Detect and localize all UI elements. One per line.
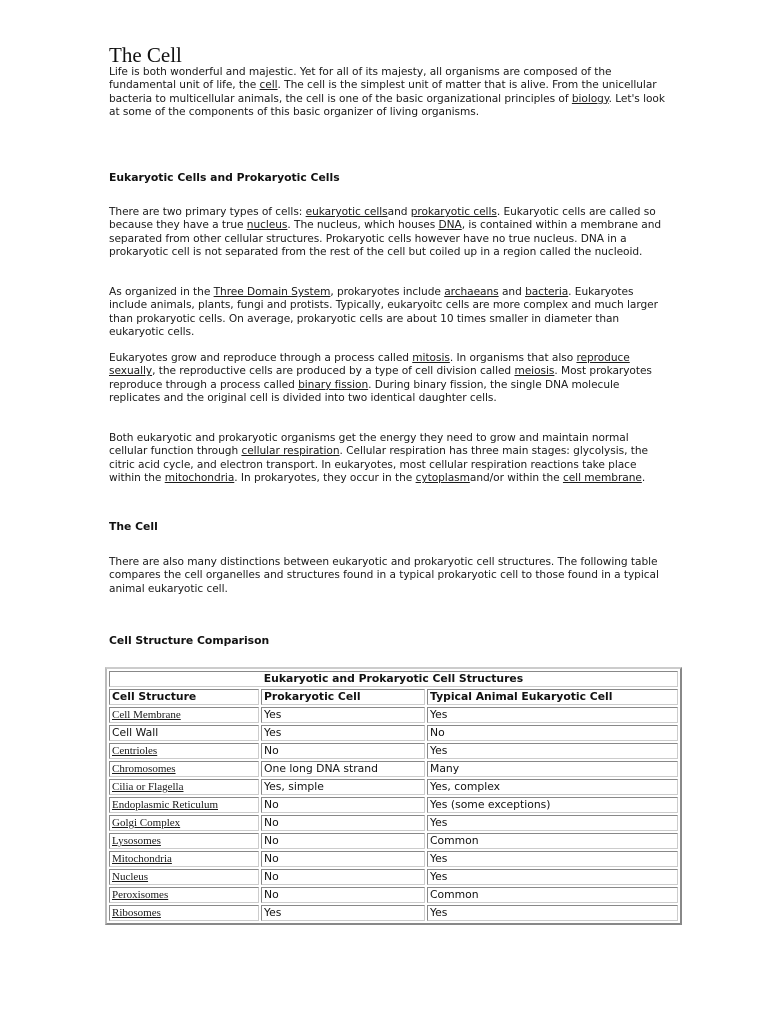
prokaryotic-value: No xyxy=(261,869,425,885)
link-cellular-respiration[interactable]: cellular respiration xyxy=(241,445,340,458)
structure-cell xyxy=(109,797,259,813)
text: . Most prokaryotes reproduce through a process called xyxy=(109,365,652,391)
eukaryotic-value: No xyxy=(427,725,678,741)
prokaryotic-value: No xyxy=(261,851,425,867)
structure-cell xyxy=(109,905,259,921)
text: , prokaryotes include xyxy=(330,286,445,298)
link-binary-fission[interactable]: binary fission xyxy=(298,378,369,391)
paragraph-reproduction xyxy=(109,352,669,406)
prokaryotic-value: Yes, simple xyxy=(261,779,425,795)
text: There are two primary types of cells: xyxy=(109,206,306,218)
page-title: The Cell xyxy=(109,43,182,67)
eukaryotic-value: Yes xyxy=(427,869,678,885)
table-row xyxy=(109,725,678,741)
structure-link[interactable]: Nucleus xyxy=(112,871,149,883)
text: and xyxy=(387,206,411,218)
eukaryotic-value: Yes xyxy=(427,707,678,723)
section-heading-comparison: Cell Structure Comparison xyxy=(109,634,270,647)
table-header-row xyxy=(109,689,678,705)
eukaryotic-value: Yes xyxy=(427,815,678,831)
table-row xyxy=(109,833,678,849)
eukaryotic-value: Many xyxy=(427,761,678,777)
text: . Let's look at some of the components of this basic organizer of living organisms. xyxy=(109,92,665,119)
link-dna[interactable]: DNA xyxy=(438,219,462,232)
structure-cell xyxy=(109,887,259,903)
text: . In prokaryotes, they occur in the xyxy=(234,472,416,485)
link-three-domain-system[interactable]: Three Domain System xyxy=(213,286,331,298)
structure-link[interactable]: Golgi Complex xyxy=(112,817,181,829)
prokaryotic-value: No xyxy=(261,887,425,903)
structure-link[interactable]: Endoplasmic Reticulum xyxy=(112,799,219,811)
paragraph-distinctions: There are also many distinctions between eukaryotic and prokaryotic cell structures. The following table compares the cell organelles and structures found in a typical prokaryotic cell to those found in a typical animal eukaryotic cell. xyxy=(109,556,659,595)
text: and xyxy=(498,286,526,298)
prokaryotic-value: No xyxy=(261,797,425,813)
structure-link[interactable]: Cilia or Flagella xyxy=(112,781,184,793)
paragraph-cell-types xyxy=(109,206,669,260)
structure-cell xyxy=(109,815,259,831)
structure-link[interactable]: Lysosomes xyxy=(112,835,161,847)
eukaryotic-value: Common xyxy=(427,833,678,849)
paragraph-respiration xyxy=(109,432,669,486)
prokaryotic-value: No xyxy=(261,833,425,849)
table-row xyxy=(109,779,678,795)
text: . Cellular respiration has three main stages: glycolysis, the citric acid cycle, and electron transport. In eukaryotes, most cellular respiration reactions take place within the xyxy=(109,445,648,485)
structure-link[interactable]: Centrioles xyxy=(112,745,158,757)
eukaryotic-value: Yes xyxy=(427,905,678,921)
structure-link[interactable]: Peroxisomes xyxy=(112,889,169,901)
structure-cell xyxy=(109,869,259,885)
link-bacteria[interactable]: bacteria xyxy=(525,286,569,298)
link-nucleus[interactable]: nucleus xyxy=(246,219,288,232)
link-cell-membrane[interactable]: cell membrane xyxy=(562,472,642,485)
prokaryotic-value: No xyxy=(261,743,425,759)
paragraph-three-domain xyxy=(109,286,669,340)
prokaryotic-value: No xyxy=(261,815,425,831)
text: Life is both wonderful and majestic. Yet for all of its majesty, all organisms are composed of the fundamental unit of life, the xyxy=(109,66,612,92)
text: and/or within the xyxy=(469,472,563,485)
link-reproduce-sexually[interactable]: reproduce sexually xyxy=(109,352,630,378)
link-biology[interactable]: biology xyxy=(571,92,609,105)
link-prokaryotic-cells[interactable]: prokaryotic cells xyxy=(410,206,497,218)
link-meiosis[interactable]: meiosis xyxy=(514,365,555,378)
text: As organized in the xyxy=(109,286,214,298)
text: . Eukaryotic cells are called so because they have a true xyxy=(109,206,656,232)
table-row xyxy=(109,743,678,759)
text: , is contained within a membrane and separated from other cellular structures. Prokaryotic cells however have no true nucleus. DNA in a prokaryotic cell is not separated from the rest of the cell but coiled up in a region called the nucleoid. xyxy=(109,219,662,259)
link-eukaryotic-cells[interactable]: eukaryotic cells xyxy=(305,206,388,218)
link-archaeans[interactable]: archaeans xyxy=(444,286,499,298)
eukaryotic-value: Yes (some exceptions) xyxy=(427,797,678,813)
table-caption: Eukaryotic and Prokaryotic Cell Structures xyxy=(109,671,678,687)
link-mitochondria[interactable]: mitochondria xyxy=(164,472,235,485)
header-prokaryotic: Prokaryotic Cell xyxy=(261,689,425,705)
table-row xyxy=(109,869,678,885)
text: Both eukaryotic and prokaryotic organisms get the energy they need to grow and maintain normal cellular function through xyxy=(109,432,629,458)
structure-cell xyxy=(109,707,259,723)
text: . The nucleus, which houses xyxy=(287,219,439,232)
link-mitosis[interactable]: mitosis xyxy=(412,352,450,364)
structure-link[interactable]: Mitochondria xyxy=(112,853,172,865)
table-row xyxy=(109,815,678,831)
link-cytoplasm[interactable]: cytoplasm xyxy=(415,472,470,485)
eukaryotic-value: Yes xyxy=(427,743,678,759)
prokaryotic-value: One long DNA strand xyxy=(261,761,425,777)
eukaryotic-value: Yes xyxy=(427,851,678,867)
section-heading-the-cell: The Cell xyxy=(109,520,158,533)
text: . During binary fission, the single DNA molecule replicates and the original cell is divided into two identical daughter cells. xyxy=(109,378,620,405)
prokaryotic-value: Yes xyxy=(261,725,425,741)
prokaryotic-value: Yes xyxy=(261,707,425,723)
text: . Eukaryotes include animals, plants, fungi and protists. Typically, eukaryoitc cells are more complex and much larger than prokaryotic cells. On average, prokaryotic cells are about 10 times smaller in diameter than eukaryotic cells. xyxy=(109,286,658,339)
structure-cell xyxy=(109,779,259,795)
structure-link[interactable]: Ribosomes xyxy=(112,907,161,919)
structure-cell: Cell Wall xyxy=(109,725,259,741)
structure-cell xyxy=(109,743,259,759)
table-row xyxy=(109,905,678,921)
header-eukaryotic: Typical Animal Eukaryotic Cell xyxy=(427,689,678,705)
structure-cell xyxy=(109,833,259,849)
table-row xyxy=(109,851,678,867)
eukaryotic-value: Yes, complex xyxy=(427,779,678,795)
text: . xyxy=(641,472,646,485)
structure-cell xyxy=(109,761,259,777)
prokaryotic-value: Yes xyxy=(261,905,425,921)
eukaryotic-value: Common xyxy=(427,887,678,903)
table-row xyxy=(109,707,678,723)
link-cell[interactable]: cell xyxy=(259,79,278,92)
text: , the reproductive cells are produced by a type of cell division called xyxy=(152,365,515,378)
text: . The cell is the simplest unit of matter that is alive. From the unicellular bacteria to multicellular animals, the cell is one of the basic organizational principles of xyxy=(109,79,657,105)
comparison-table xyxy=(105,667,682,925)
text: Eukaryotes grow and reproduce through a process called xyxy=(109,352,413,364)
structure-cell xyxy=(109,851,259,867)
table-row xyxy=(109,761,678,777)
table-row xyxy=(109,797,678,813)
structure-link[interactable]: Chromosomes xyxy=(112,763,176,775)
intro-paragraph xyxy=(109,66,669,120)
header-cell-structure: Cell Structure xyxy=(109,689,259,705)
section-heading-eukaryotic-prokaryotic: Eukaryotic Cells and Prokaryotic Cells xyxy=(109,171,340,184)
table-row xyxy=(109,887,678,903)
text: . In organisms that also xyxy=(449,352,577,364)
structure-link[interactable]: Cell Membrane xyxy=(112,709,181,721)
